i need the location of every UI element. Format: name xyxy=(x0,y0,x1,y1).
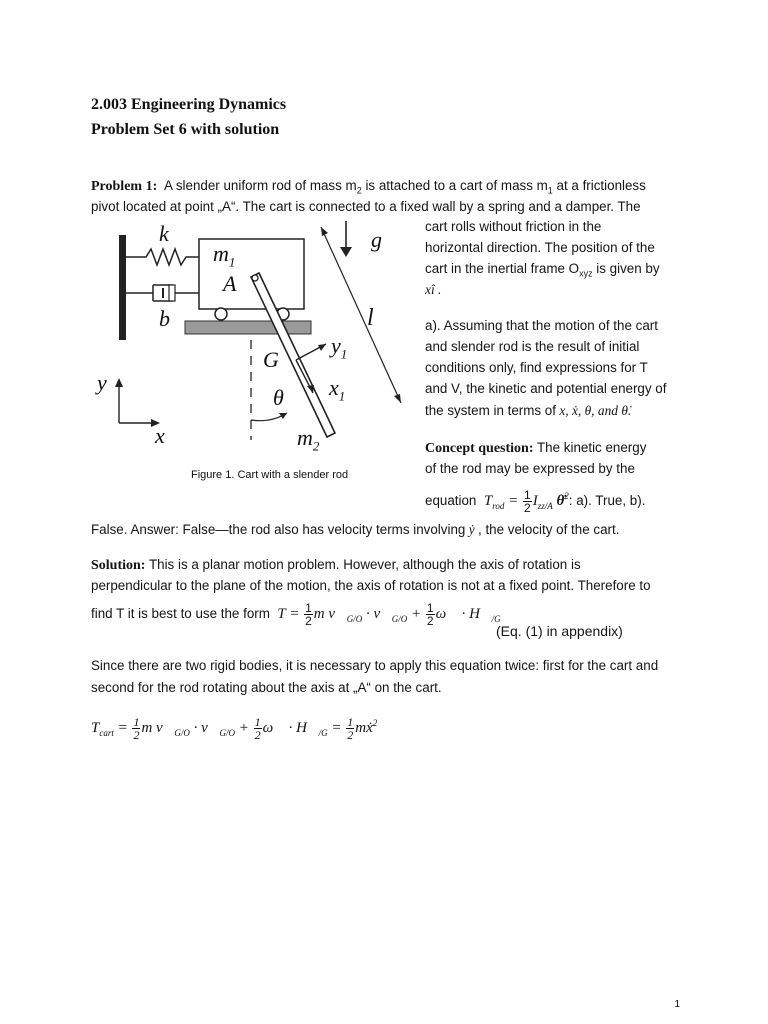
label-x1: $x_1$ xyxy=(329,375,346,404)
course-title: 2.003 Engineering Dynamics xyxy=(91,96,287,113)
label-m2: $m_2$ xyxy=(297,425,320,454)
ground xyxy=(185,321,311,334)
side-line-2: horizontal direction. The position of the xyxy=(425,240,655,255)
part-a-line-5: the system in terms of x, ẋ, θ, and θ̇. xyxy=(425,403,632,418)
solution-line-3: find T it is best to use the form T = $\frac{1}{2}$ m $v⃗_{G/O}$ · $v⃗_{G/O}$ + $\frac{1}{2}$ ω⃗ · $H⃗_{/G}$ xyxy=(91,601,501,628)
pivot-a xyxy=(252,275,258,281)
equation-reference: (Eq. (1) in appendix) xyxy=(496,623,623,639)
solution-label: Solution: xyxy=(91,558,146,573)
m1-subscript: 1 xyxy=(547,185,553,196)
concept-line-1: Concept question: The kinetic energy xyxy=(425,440,647,456)
label-b: b xyxy=(159,306,170,331)
problem-intro-line2: pivot located at point „A“. The cart is connected to a fixed wall by a spring and a damper. The xyxy=(91,199,641,214)
concept-answer: False. Answer: False—the rod also has velocity terms involving ẏ , the velocity of the cart. xyxy=(91,522,620,537)
concept-line-2: of the rod may be expressed by the xyxy=(425,461,635,476)
intro-text-a: A slender uniform rod of mass m xyxy=(163,178,357,193)
side-line-1: cart rolls without friction in the xyxy=(425,219,602,234)
label-l: l xyxy=(367,305,374,331)
intro-text-b: is attached to a cart of mass m xyxy=(361,178,548,193)
wall xyxy=(119,235,126,340)
figure-svg xyxy=(91,215,416,497)
spring xyxy=(126,249,199,265)
solution-line-4: Since there are two rigid bodies, it is necessary to apply this equation twice: first for the cart and xyxy=(91,658,659,673)
cart-kinetic-energy-equation: $T_{cart}$ = $\frac{1}{2}$ m $v⃗_{G/O}$ · $v⃗_{G/O}$ + $\frac{1}{2}$ ω⃗ · $H⃗_{/G}$ = $\frac{1}{2}$ mẋ$^2$ xyxy=(91,715,378,742)
m2-subscript: 2 xyxy=(356,185,362,196)
part-a-line-3: conditions only, find expressions for T xyxy=(425,360,648,375)
problem-set-title: Problem Set 6 with solution xyxy=(91,121,280,138)
position-expression: xî . xyxy=(425,282,442,297)
label-g: g xyxy=(371,227,382,252)
problem-label: Problem 1: xyxy=(91,179,158,194)
part-a-line-2: and slender rod is the result of initial xyxy=(425,339,640,354)
page-number: 1 xyxy=(674,999,680,1010)
label-x: x xyxy=(155,423,165,448)
part-a-line-4: and V, the kinetic and potential energy of xyxy=(425,381,667,396)
solution-line-5: second for the rod rotating about the axis at „A“ on the cart. xyxy=(91,680,442,695)
concept-label: Concept question: xyxy=(425,441,534,456)
concept-line-3: equation $T_{rod}$ = $\frac{1}{2}$ $I_{zz/A}$ θ̇$^2$: a). True, b). xyxy=(425,487,646,515)
label-theta: θ xyxy=(273,385,284,410)
label-y1: $y_1$ xyxy=(331,333,348,362)
label-g-center: G xyxy=(263,347,279,372)
label-y: y xyxy=(97,370,107,395)
label-k: k xyxy=(159,221,169,246)
label-m1: $m_1$ xyxy=(213,241,236,270)
label-a: A xyxy=(223,271,237,296)
side-line-3: cart in the inertial frame $O_{xyz}$ is given by xyxy=(425,261,660,279)
figure-caption: Figure 1. Cart with a slender rod xyxy=(191,469,349,481)
fraction-half: $\frac{1}{2}$ xyxy=(524,487,531,515)
figure-cart-rod xyxy=(91,215,416,497)
solution-line-2: perpendicular to the plane of the motion, the axis of rotation is not at a fixed point. Therefore to xyxy=(91,578,651,593)
intro-text-c: at a frictionless xyxy=(552,178,646,193)
solution-line-1: Solution: This is a planar motion problem. However, although the axis of rotation is xyxy=(91,557,581,573)
part-a-line-1: a). Assuming that the motion of the cart xyxy=(425,318,658,333)
